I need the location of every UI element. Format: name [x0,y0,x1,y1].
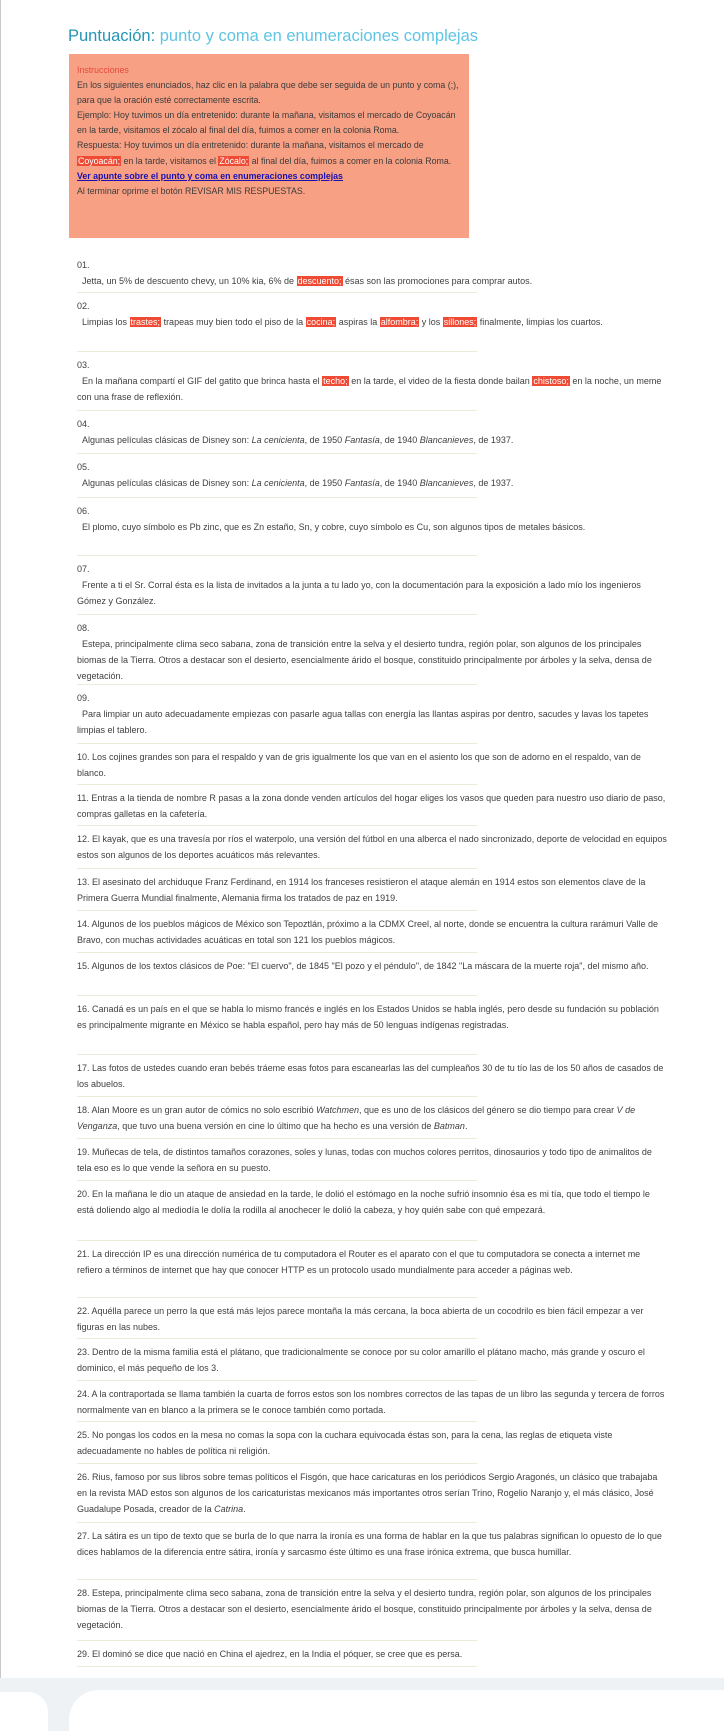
exercise-sentence [77,1249,643,1275]
exercise-sentence [77,478,513,488]
sentence-text[interactable]: Fantasía [344,435,380,445]
exercise-item [77,620,667,684]
exercise-sentence [77,1063,666,1089]
exercise-sentence [77,877,648,903]
exercise-sentence [77,793,668,819]
exercise-item [77,257,667,289]
exercise-number: 01. [77,260,90,270]
exercise-item [77,790,667,822]
sentence-text[interactable]: , de 1950 [304,478,345,488]
exercise-number: 12. [77,834,90,844]
exercise-item [77,459,667,491]
sentence-text[interactable]: El kayak, que es una travesía por ríos el waterpolo, una versión del fútbol en una alberca el nado sincronizado, deporte de velocidad en equipos estos son algunos de los deportes acuáticos más relevantes. [77,834,670,860]
exercise-number: 22. [77,1306,90,1316]
sentence-text[interactable]: en la tarde, el video de la fiesta donde bailan [348,376,533,386]
item-separator [77,1463,477,1464]
instructions-answer [77,138,461,168]
item-separator [77,995,477,996]
sentence-text[interactable]: Fantasía [344,478,380,488]
answer-highlight-zocalo: Zócalo; [219,155,249,166]
sentence-text[interactable]: Los cojines grandes son para el respaldo y van de gris igualmente los que van en el asiento los que son de adorno en el respaldo, van de blanco. [77,752,644,778]
footer-card [69,1690,724,1731]
item-separator [77,743,477,744]
sentence-text[interactable]: El plomo, cuyo símbolo es Pb zinc, que es Zn estaño, Sn, y cobre, cuyo símbolo es Cu, son algunos tipos de metales básicos. [82,522,586,532]
sentence-text[interactable]: Algunas películas clásicas de Disney son: [82,435,252,445]
sentence-text[interactable]: Batman [433,1121,465,1131]
sentence-text[interactable]: en la noche, un meme con una frase de reflexión. [77,376,664,402]
selected-word[interactable]: alfombra; [380,317,419,327]
exercise-sentence [77,1189,652,1215]
item-separator [77,410,477,411]
item-separator [77,555,477,556]
exercise-item [77,416,667,448]
selected-word[interactable]: techo; [323,376,348,386]
exercise-item [77,831,670,863]
sentence-text[interactable]: , de 1937. [473,478,514,488]
selected-word[interactable]: cocina; [306,317,336,327]
exercise-number: 14. [77,919,90,929]
exercise-sentence [77,1472,660,1514]
item-separator [77,1297,477,1298]
item-separator [77,292,477,293]
exercise-sentence [92,1649,462,1659]
item-separator [77,1338,477,1339]
exercise-item [77,1646,667,1662]
exercise-number: 11. [77,793,89,803]
sentence-text[interactable]: La sátira es un tipo de texto que se burla de lo que narra la ironía es una forma de hablar en la que tus palabras significan lo opuesto de lo que dices hablamos de la diferencia entre sátira, ironía y sarcasmo éste último es una frase irónica extrema, que busca humillar. [77,1531,665,1557]
sentence-text[interactable]: Catrina [214,1504,244,1514]
sentence-text[interactable]: Frente a ti el Sr. Corral ésta es la lista de invitados a la junta a tu lado yo, con la documentación para la exposición a lado mío los ingenieros Gómez y González. [77,580,644,606]
instructions-finish: Al terminar oprime el botón REVISAR MIS RESPUESTAS. [77,185,306,196]
exercise-sentence [77,1147,654,1173]
sentence-text[interactable]: Dentro de la misma familia está el plátano, que tradicionalmente se conoce por su color amarillo el plátano macho, más grande y oscuro el dominico, el más pequeño de los 3. [77,1347,648,1373]
exercise-sentence [77,1306,646,1332]
exercise-number: 08. [77,623,90,633]
sentence-text[interactable]: trapeas muy bien todo el piso de la [161,317,306,327]
exercise-item [77,1469,667,1517]
exercise-number: 04. [77,419,90,429]
item-separator [77,1380,477,1381]
sentence-text[interactable]: Watchmen [316,1105,360,1115]
exercise-number: 28. [77,1588,90,1598]
exercise-number: 24. [77,1389,90,1399]
exercise-sentence [77,919,661,945]
exercise-number: 29. [77,1649,90,1659]
exercise-sentence [77,834,669,860]
item-separator [77,1180,477,1181]
sentence-text[interactable]: Algunos de los textos clásicos de Poe: "El cuervo", de 1845 "El pozo y el péndulo", de 1842 "La máscara de la muerte roja", del mismo año. [91,961,649,971]
exercise-item [77,1386,667,1418]
exercise-number: 21. [77,1249,90,1259]
exercise-number: 18. [77,1105,90,1115]
exercise-number: 10. [77,752,90,762]
item-separator [77,1421,477,1422]
title-subject: Puntuación: [68,27,156,45]
item-separator [77,614,477,615]
sentence-text[interactable]: No pongas los codos en la mesa no comas la sopa con la cuchara equivocada éstas son, para la cena, las reglas de etiqueta viste adecuadamente no hables de política ni religión. [77,1430,615,1456]
exercise-item [77,1528,667,1560]
sentence-text[interactable]: Estepa, principalmente clima seco sabana, zona de transición entre la selva y el desierto tundra, región polar, son algunos de los principales biomas de la Tierra. Otros a destacar son el desierto, esencialmente árido el bosque, constituido principalmente por árboles y la selva, densa de vegetación. [77,639,655,681]
exercise-sentence [77,580,643,606]
sentence-text[interactable]: V de Venganza [77,1105,638,1131]
exercise-number: 26. [77,1472,90,1482]
exercise-item [77,1001,667,1033]
sentence-text[interactable]: , de 1937. [473,435,514,445]
sentence-text[interactable]: El dominó se dice que nació en China el ajedrez, en la India el póquer, se cree que es persa. [92,1649,463,1659]
exercise-sentence [77,435,513,445]
answer-highlight-coyoacan: Coyoacán; [78,155,121,166]
answer-text-c: al final del día, fuimos a comer en la colonia Roma. [249,155,452,166]
exercise-item [77,1060,667,1092]
window-border [0,0,1,1731]
exercise-item [77,749,667,781]
item-separator [77,910,477,911]
exercise-item [77,561,667,609]
sentence-text[interactable]: En la mañana compartí el GIF del gatito que brinca hasta el [82,376,323,386]
sentence-text[interactable]: La cenicienta [251,435,305,445]
exercise-sentence [77,709,651,735]
item-separator [77,1054,477,1055]
exercise-item [77,690,667,738]
selected-word[interactable]: descuento; [297,276,342,286]
exercise-sentence [77,1588,654,1630]
exercise-number: 13. [77,877,90,887]
exercise-sentence [77,1347,647,1373]
sentence-text[interactable]: A la contraportada se llama también la cuarta de forros estos son los nombres correctos de las tapas de un libro las segunda y tercera de forros normalmente van en blanco a la primera se le conoce también como portada. [77,1389,667,1415]
sentence-text[interactable]: , que tuvo una buena versión en cine lo último que ha hecho es una versión de [117,1121,434,1131]
title-topic: punto y coma en enumeraciones complejas [159,27,479,45]
exercise-number: 06. [77,506,90,516]
exercise-number: 16. [77,1004,90,1014]
sentence-text[interactable]: . [243,1504,246,1514]
exercise-sentence [92,961,649,971]
sentence-text[interactable]: Algunos de los pueblos mágicos de México son Tepoztlán, próximo a la CDMX Creel, al norte, donde se encuentra la cultura rarámuri Valle de Bravo, con muchas actividades acuáticas en total son 121 los pueblos mágicos. [77,919,661,945]
item-separator [77,1240,477,1241]
exercise-sentence [77,376,664,402]
sentence-text[interactable]: , de 1950 [304,435,345,445]
exercise-item [77,1303,667,1335]
instructions-example: Ejemplo: Hoy tuvimos un día entretenido: durante la mañana, visitamos el mercado de Coyoacán en la tarde, visitamos el zócalo al final del día, fuimos a comer en la colonia Roma. [77,110,456,136]
sentence-text[interactable]: Entras a la tienda de nombre R pasas a la zona donde venden artículos del hogar eliges los vasos que queden para nuestro uso diario de paso, compras galletas en la cafetería. [77,793,668,819]
sentence-text[interactable]: Muñecas de tela, de distintos tamaños corazones, soles y lunas, todas con muchos colores perritos, dinosaurios y todo tipo de animalitos de tela eso es lo que vende la señora en su puesto. [77,1147,655,1173]
item-separator [77,825,477,826]
selected-word[interactable]: chistoso; [533,376,569,386]
sentence-text[interactable]: Estepa, principalmente clima seco sabana, zona de transición entre la selva y el desierto tundra, región polar, son algunos de los principales biomas de la Tierra. Otros a destacar son el desierto, esencialmente árido el bosque, constituido principalmente por árboles y la selva, densa de vegetación. [77,1588,655,1630]
exercise-sentence [77,1004,661,1030]
sentence-text[interactable]: Las fotos de ustedes cuando eran bebés tráeme esas fotos para escanearlas las del cumpleaños 30 de tu tío las de los 50 años de casados de los abuelos. [77,1063,666,1089]
exercise-sentence [77,752,643,778]
answer-text-a: Respuesta: Hoy tuvimos un día entretenido: durante la mañana, visitamos el mercado de [77,140,424,151]
exercise-sentence [77,1105,638,1131]
exercise-item [77,357,667,405]
instructions-panel [69,54,469,238]
footer-card-left [0,1692,48,1731]
sentence-text[interactable]: Blancanieves [419,478,474,488]
exercise-item [77,1585,667,1633]
item-separator [77,784,477,785]
sentence-text[interactable]: Canadá es un país en el que se habla lo mismo francés e inglés en los Estados Unidos se habla inglés, pero desde su fundación su población es principalmente migrante en México se habla español, pero hay más de 50 lenguas indígenas registradas. [77,1004,662,1030]
exercise-item [77,916,667,948]
exercise-sentence [77,1389,667,1415]
sentence-text[interactable]: Para limpiar un auto adecuadamente empiezas con pasarle agua tallas con energía las llantas aspiras por dentro, sacudes y lavas los tapetes limpias el tablero. [77,709,651,735]
sentence-text[interactable]: El asesinato del archiduque Franz Ferdinand, en 1914 los franceses resistieron el ataque alemán en 1914 estos son elementos clave de la Primera Guerra Mundial finalmente, Alemania firma los tratados de paz en 1919. [77,877,648,903]
exercise-item [77,298,667,330]
exercise-number: 27. [77,1531,90,1541]
exercise-item [77,1186,667,1218]
exercise-item [77,1144,667,1176]
sentence-text[interactable]: finalmente, limpias los cuartos. [477,317,603,327]
exercise-item [77,1246,667,1278]
sentence-text[interactable]: Alan Moore es un gran autor de cómics no solo escribió [91,1105,317,1115]
sentence-text[interactable]: y los [419,317,443,327]
item-separator [77,1096,477,1097]
sentence-text[interactable]: Rius, famoso por sus libros sobre temas políticos el Fisgón, que hace caricaturas en los periódicos Sergio Aragonés, un clásico que trabajaba en la revista MAD estos son algunos de los caricaturistas mexicanos más importantes otros serían Trino, Rogelio Naranjo y, el más clásico, José Guadalupe Posada, creador de la [77,1472,660,1514]
exercise-item [77,1102,667,1134]
exercise-item [77,503,667,535]
exercise-item [77,958,667,974]
selected-word[interactable]: sillones; [443,317,477,327]
exercise-sentence [77,1531,664,1557]
item-separator [77,351,477,352]
sentence-text[interactable]: Aquélla parece un perro la que está más lejos parece montaña la más cercana, la boca abierta de un cocodrilo es bien fácil empezar a ver figuras en las nubes. [77,1306,646,1332]
page-title [68,27,478,46]
sentence-text[interactable]: Blancanieves [419,435,474,445]
sentence-text[interactable]: La dirección IP es una dirección numérica de tu computadora el Router es el aparato con el que tu computadora se conecta a internet me refiero a términos de internet que hay que conocer HTTP es un protocolo usado mundialmente para acceder a páginas web. [77,1249,643,1275]
sentence-text[interactable]: Algunas películas clásicas de Disney son: [82,478,252,488]
exercise-number: 07. [77,564,90,574]
exercise-item [77,1427,667,1459]
exercise-number: 23. [77,1347,90,1357]
exercise-number: 17. [77,1063,90,1073]
answer-text-b: en la tarde, visitamos el [121,155,219,166]
sentence-text[interactable]: ésas son las promociones para comprar autos. [342,276,533,286]
exercise-number: 15. [77,961,90,971]
item-separator [77,497,477,498]
sentence-text[interactable]: En la mañana le dio un ataque de ansiedad en la tarde, le dolió el estómago en la noche sufrió insomnio ésa es mi tía, que todo el tiempo le está doliendo algo al mediodía le dolía la rodilla al anochecer le dolió la cabeza, y hoy quién sabe con qué empezará. [77,1189,653,1215]
sentence-text[interactable]: Limpias los [82,317,130,327]
exercise-sentence [77,639,654,681]
sentence-text[interactable]: . [464,1121,468,1131]
item-separator [77,1138,477,1139]
item-separator [77,1640,477,1641]
exercise-sentence [77,522,585,532]
exercise-number: 19. [77,1147,90,1157]
exercise-sentence [77,1430,615,1456]
exercise-number: 05. [77,462,90,472]
exercise-number: 02. [77,301,90,311]
exercise-sentence [77,317,603,327]
sentence-text[interactable]: , de 1940 [379,478,420,488]
item-separator [77,1522,477,1523]
selected-word[interactable]: trastes; [130,317,161,327]
exercise-number: 20. [77,1189,90,1199]
instructions-heading: Instrucciones [77,65,129,75]
notes-link[interactable]: Ver apunte sobre el punto y coma en enumeraciones complejas [77,170,343,181]
exercise-number: 25. [77,1430,90,1440]
sentence-text[interactable]: , que es uno de los clásicos del género se dio tiempo para crear [359,1105,617,1115]
sentence-text[interactable]: , de 1940 [379,435,420,445]
exercise-sentence [77,276,532,286]
item-separator [77,453,477,454]
item-separator [77,1579,477,1580]
sentence-text[interactable]: Jetta, un 5% de descuento chevy, un 10% kia, 6% de [82,276,297,286]
item-separator [77,952,477,953]
instructions-text: En los siguientes enunciados, haz clic en la palabra que debe ser seguida de un punto y coma (;), para que la oración esté correctamente escrita. [77,80,459,106]
sentence-text[interactable]: aspiras la [336,317,380,327]
item-separator [77,684,477,685]
exercise-item [77,1344,667,1376]
exercise-number: 03. [77,360,90,370]
item-separator [77,1666,477,1667]
exercise-number: 09. [77,693,90,703]
sentence-text[interactable]: La cenicienta [251,478,305,488]
exercise-item [77,874,667,906]
item-separator [77,868,477,869]
